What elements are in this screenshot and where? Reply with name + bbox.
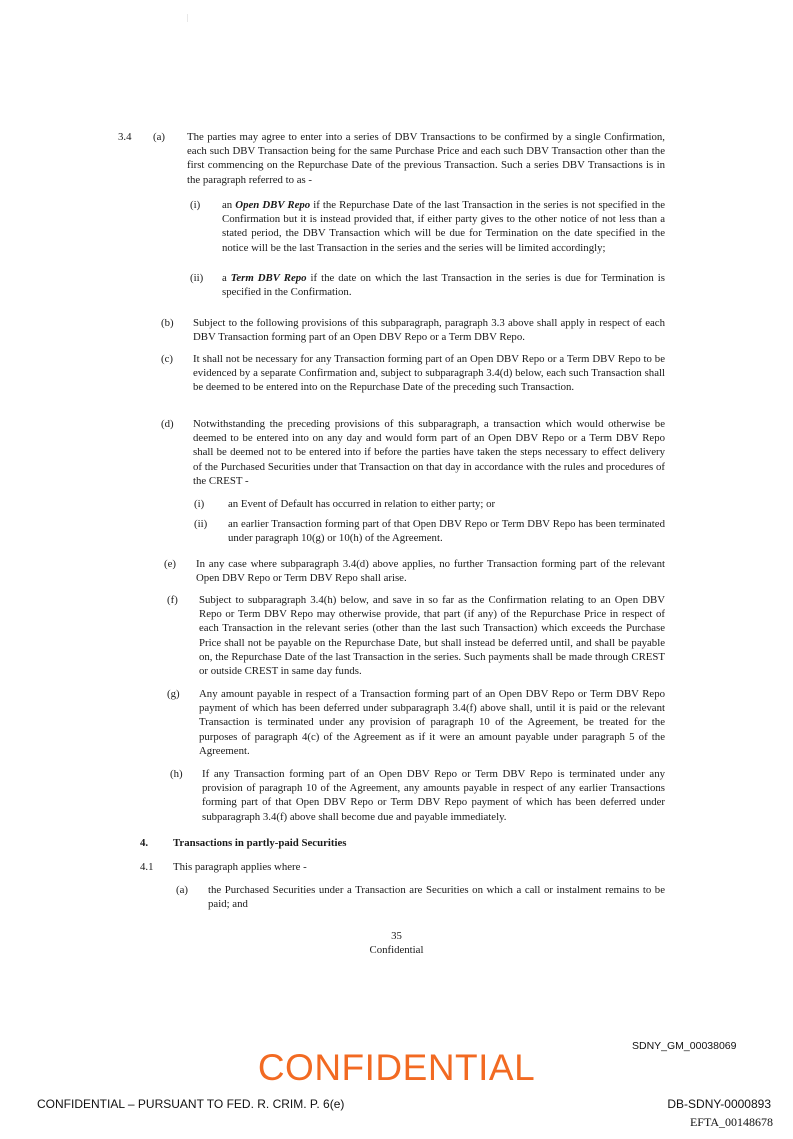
sub-label-b: (b) xyxy=(161,317,174,329)
sub-label-4-1-a: (a) xyxy=(176,884,188,896)
sub-label-h: (h) xyxy=(170,768,183,780)
para-number-4-1: 4.1 xyxy=(140,861,154,873)
para-3-4-c-text: It shall not be necessary for any Transaction forming part of an Open DBV Repo or a Term DBV Repo to be evidenced by a separate Confirmation and, subject to subparagraph 3.4(d) below, each such Transaction shall be deemed to be entered into on the Repurchase Date of the preceding such Transaction. xyxy=(193,353,665,394)
item-label-d-ii: (ii) xyxy=(194,518,208,530)
para-3-4-d-ii-text: an earlier Transaction forming part of that Open DBV Repo or Term DBV Repo has been terminated under paragraph 10(g) or 10(h) of the Agreement. xyxy=(228,518,665,545)
para-3-4-d-text: Notwithstanding the preceding provisions of this subparagraph, a transaction which would otherwise be deemed to be entered into on any day and would form part of an Open DBV Repo or a Term DBV Repo shall be deemed not to be entered into if before the parties have taken the steps necessary to effect delivery of the Purchased Securities under that Transaction on that day in accordance with the rules and procedures of the CREST - xyxy=(193,418,665,487)
legend-right: DB-SDNY-0000893 xyxy=(667,1097,771,1111)
para-3-4-a-ii-text: a Term DBV Repo if the date on which the last Transaction in the series is due for Termination is specified in the Confirmation. xyxy=(222,272,665,299)
section-title-4: Transactions in partly-paid Securities xyxy=(173,837,347,849)
para-3-4-h-text: If any Transaction forming part of an Open DBV Repo or Term DBV Repo is terminated under any provision of paragraph 10 of the Agreement, any amounts payable in respect of any earlier Transactions forming part of that Open DBV Repo or Term DBV Repo payment of which has been deferred under subparagraph 3.4(f) above shall become due and payable immediately. xyxy=(202,768,665,823)
term-open-dbv-repo: Open DBV Repo xyxy=(235,199,311,211)
para-3-4-a-text: The parties may agree to enter into a series of DBV Transactions to be confirmed by a single Confirmation, each such DBV Transaction being for the same Purchase Price and each such DBV Transaction other than the first commencing on the Repurchase Date of the previous Transaction. Such a series DBV Transactions is in the paragraph referred to as - xyxy=(187,131,665,186)
sub-label-c: (c) xyxy=(161,353,173,365)
term-term-dbv-repo: Term DBV Repo xyxy=(230,272,307,284)
sub-label-g: (g) xyxy=(167,688,180,700)
para-4-1-text: This paragraph applies where - xyxy=(173,861,307,873)
item-label-d-i: (i) xyxy=(194,498,205,510)
para-3-4-g-text: Any amount payable in respect of a Transaction forming part of an Open DBV Repo or Term DBV Repo payment of which has been deferred under subparagraph 3.4(f) above shall, until it is paid or the relevant Transaction is terminated under any provision of paragraph 10 of the Agreement, be treated for the purposes of paragraph 4(c) of the Agreement as if it were an amount payable under paragraph 5 of the Agreement. xyxy=(199,688,665,757)
section-number-4: 4. xyxy=(140,837,149,849)
para-3-4-a-i-text: an Open DBV Repo if the Repurchase Date of the last Transaction in the series is not specified in the Confirmation but it is instead provided that, if either party gives to the other notice of not less than a stated period, the DBV Transaction which will be due for Termination on the date specified in the notice will be the last Transaction in the series and the series will be limited accordingly; xyxy=(222,199,666,254)
para-number-3-4: 3.4 xyxy=(118,131,132,143)
para-4-1-a-text: the Purchased Securities under a Transaction are Securities on which a call or instalment remains to be paid; and xyxy=(208,884,665,911)
confidential-footer: Confidential xyxy=(369,944,424,956)
sub-label-a: (a) xyxy=(153,131,165,143)
item-label-a-ii: (ii) xyxy=(190,272,204,284)
legend-left: CONFIDENTIAL – PURSUANT TO FED. R. CRIM. P. 6(e) xyxy=(37,1097,345,1111)
sub-label-e: (e) xyxy=(164,558,176,570)
bates-sdny: SDNY_GM_00038069 xyxy=(632,1040,737,1052)
para-3-4-f-text: Subject to subparagraph 3.4(h) below, and save in so far as the Confirmation relating to an Open DBV Repo or Term DBV Repo may otherwise provide, that part (if any) of the Repurchase Price in respect of each Transaction in the relevant series (other than the last such Transaction) which exceeds the Purchase Price shall not be payable on the Repurchase Date, but shall instead be deferred until, and shall be payable on, the Repurchase Date of the last Transaction in the series. Such payments shall be made through CREST or outside CREST in same day funds. xyxy=(199,594,665,678)
para-3-4-b-text: Subject to the following provisions of this subparagraph, paragraph 3.3 above shall apply in respect of each DBV Transaction forming part of an Open DBV Repo or a Term DBV Repo. xyxy=(193,317,665,344)
item-label-a-i: (i) xyxy=(190,199,201,211)
sub-label-d: (d) xyxy=(161,418,174,430)
scan-mark xyxy=(187,14,188,22)
sub-label-f: (f) xyxy=(167,594,178,606)
page-number: 35 xyxy=(391,930,402,942)
confidential-stamp: CONFIDENTIAL xyxy=(257,1047,536,1088)
efta-number: EFTA_00148678 xyxy=(689,1115,773,1129)
para-3-4-e-text: In any case where subparagraph 3.4(d) above applies, no further Transaction forming part of the relevant Open DBV Repo or Term DBV Repo shall arise. xyxy=(196,558,665,585)
para-3-4-d-i-text: an Event of Default has occurred in relation to either party; or xyxy=(228,498,496,510)
